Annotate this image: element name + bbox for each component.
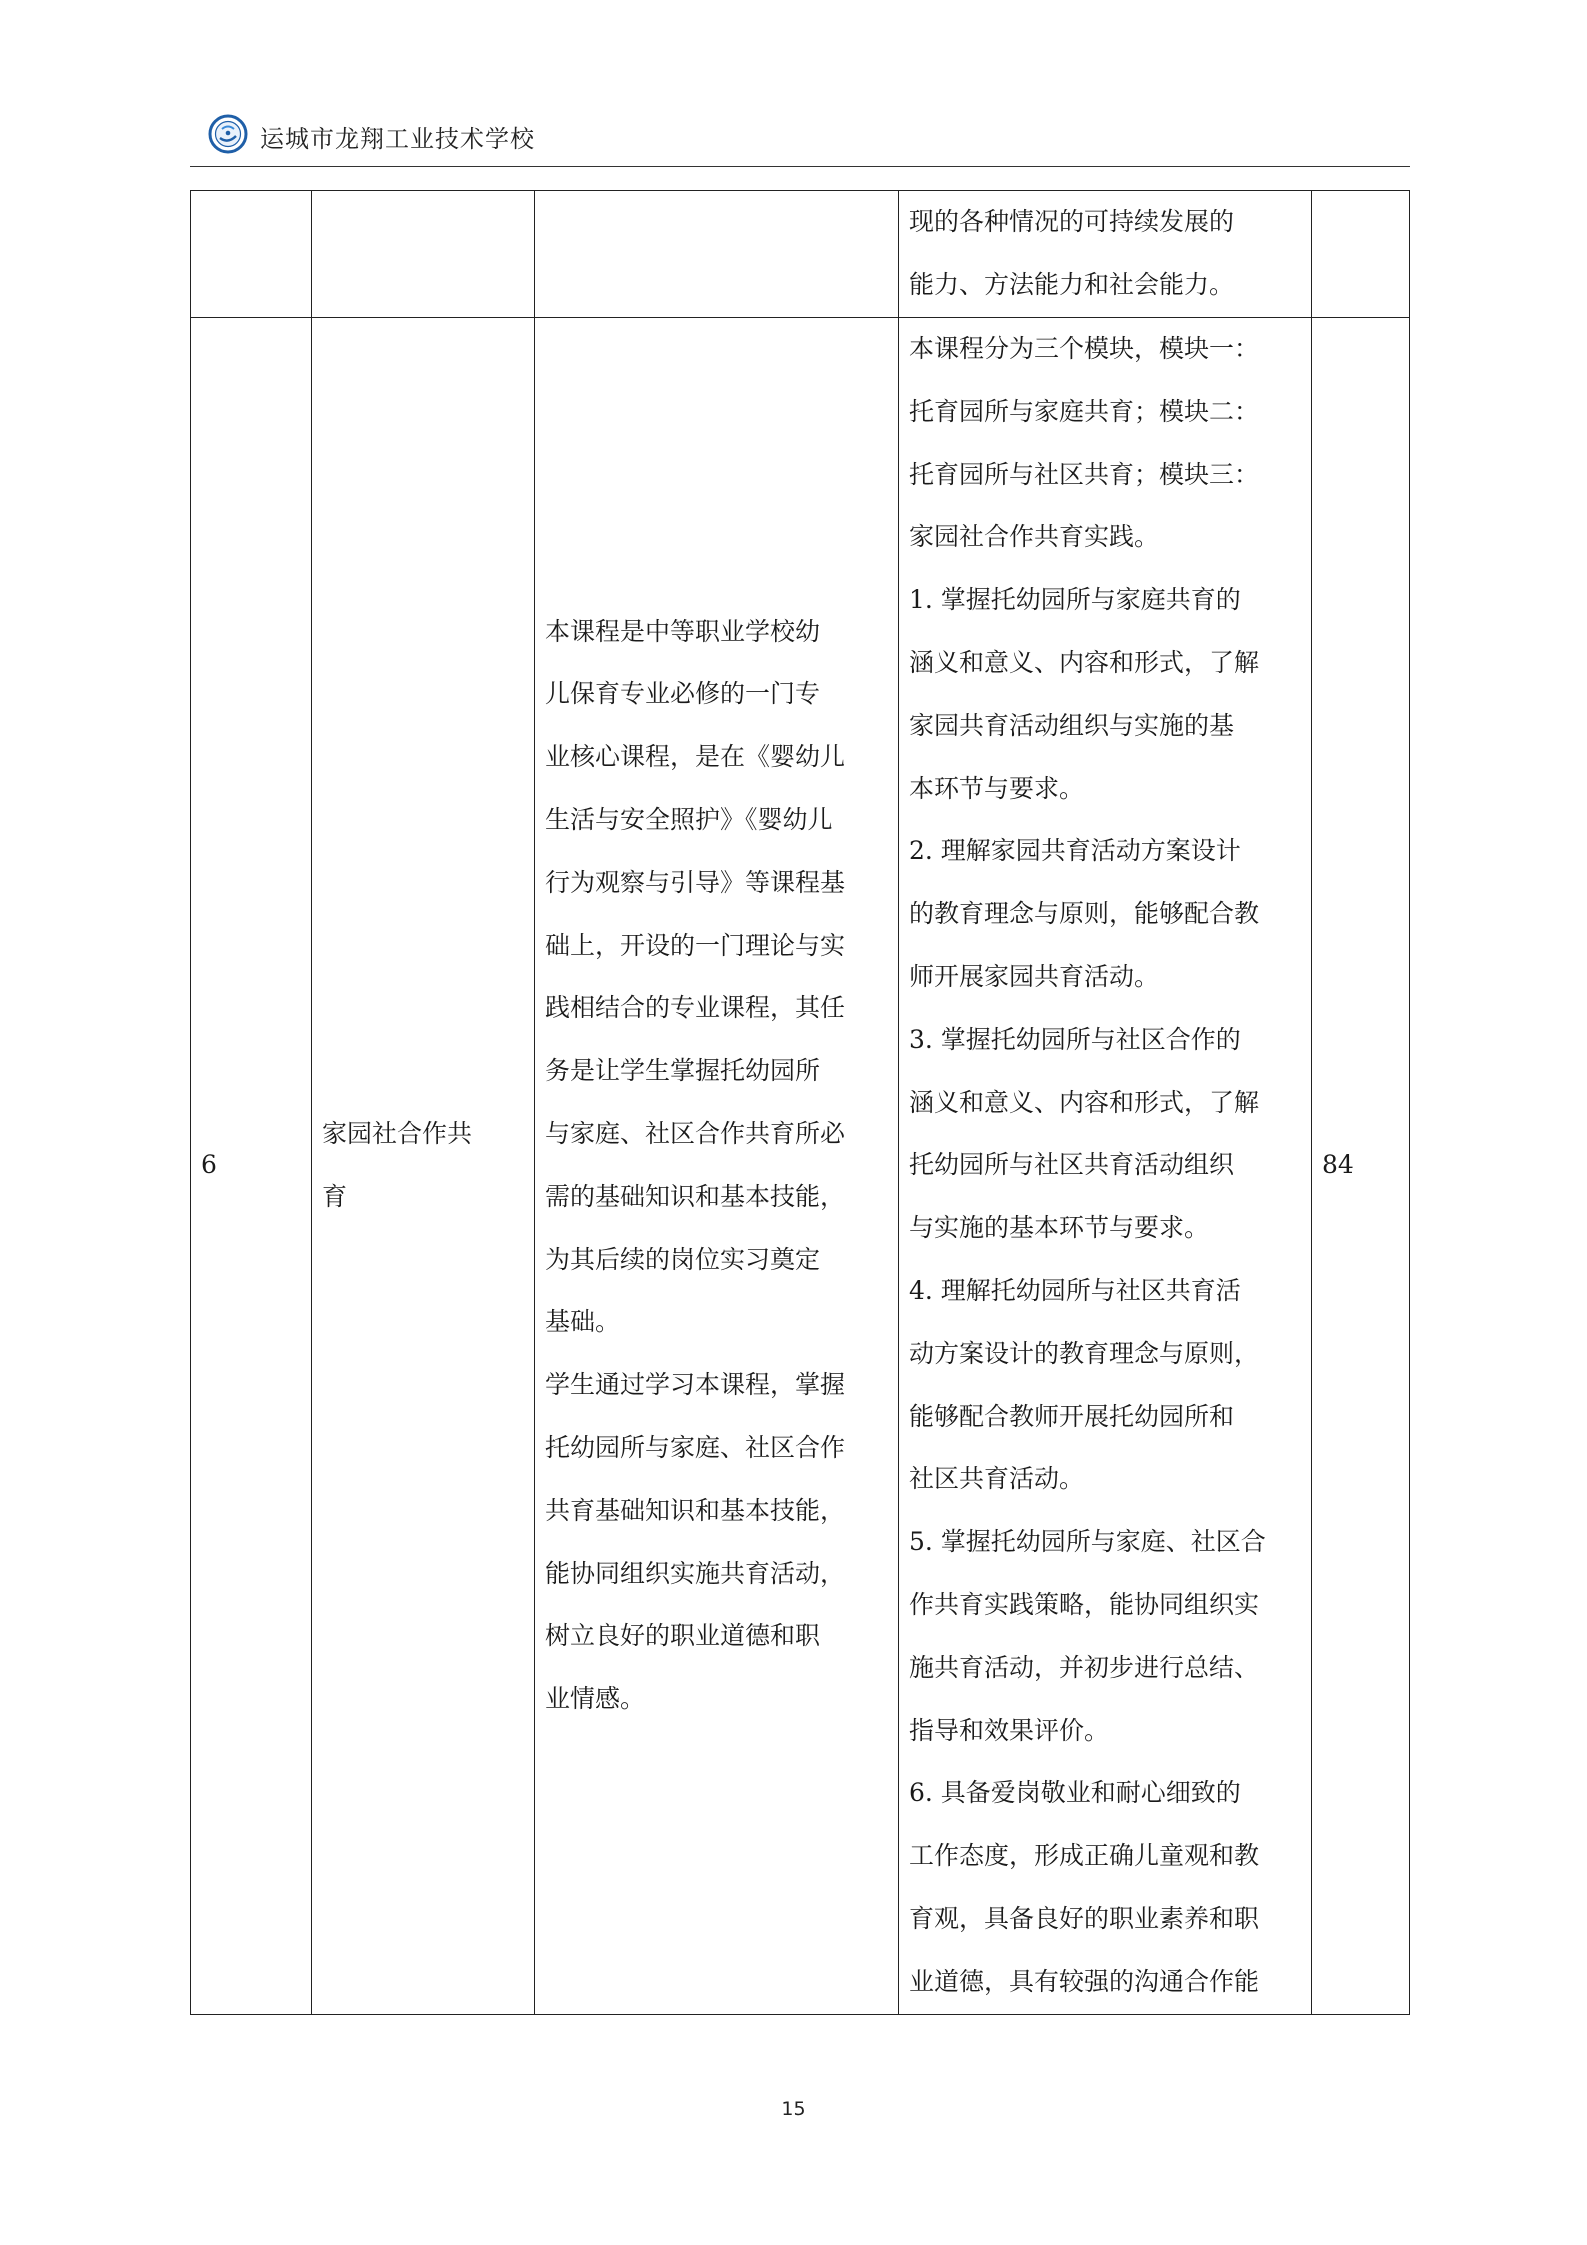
course-number-cell bbox=[191, 191, 312, 318]
table-row bbox=[191, 318, 1410, 2015]
table-row bbox=[191, 191, 1410, 318]
school-name: 运城市龙翔工业技术学校 bbox=[260, 125, 535, 153]
page-header bbox=[190, 110, 1410, 167]
page-number: 15 bbox=[781, 2098, 806, 2120]
course-objectives-cell bbox=[899, 318, 1312, 2015]
course-table bbox=[190, 190, 1410, 2015]
course-description-text: 本课程是中等职业学校幼 儿保育专业必修的一门专 业核心课程，是在《婴幼儿 生活与安全照护》《婴幼儿 行为观察与引导》等课程基 础上，开设的一门理论与实 践相结合的专业课程，其任 务是让学生掌握托幼园所 与家庭、社区合作共育所必 需的基础知识和基本技能， 为其后续的岗位实习奠定 基础。 学生通过学习本课程，掌握 托幼园所与家庭、社区合作 共育基础知识和基本技能， 能协同组织实施共育活动， 树立良好的职业道德和职 业情感。 bbox=[545, 616, 846, 1714]
course-description-cell bbox=[535, 191, 899, 318]
objectives-text: 本课程分为三个模块，模块一： 托育园所与家庭共育；模块二： 托育园所与社区共育；模块三： 家园社合作共育实践。 1. 掌握托幼园所与家庭共育的 涵义和意义、内容和形式，了解 家园共育活动组织与实施的基 本环节与要求。 2. 理解家园共育活动方案设计 的教育理念与原则，能够配合教 师开展家园共育活动。 3. 掌握托幼园所与社区合作的 涵义和意义、内容和形式，了解 托幼园所与社区共育活动组织 与实施的基本环节与要求。 4. 理解托幼园所与社区共育活 动方案设计的教育理念与原则， 能够配合教师开展托幼园所和 社区共育活动。 5. 掌握托幼园所与家庭、社区合 作共育实践策略，能协同组织实 施共育活动，并初步进行总结、 指导和效果评价。 6. 具备爱岗敬业和耐心细致的 工作态度，形成正确儿童观和教 育观，具备良好的职业素养和职 业道德，具有较强的沟通合作能 bbox=[909, 334, 1266, 1996]
objectives-text: 现的各种情况的可持续发展的 能力、方法能力和社会能力。 bbox=[909, 207, 1235, 299]
course-hours-cell bbox=[1312, 191, 1410, 318]
course-description-cell bbox=[535, 318, 899, 2015]
school-emblem-icon bbox=[208, 114, 248, 154]
course-hours-cell: 84 bbox=[1312, 318, 1410, 2015]
course-name-text: 家园社合作共 育 bbox=[322, 1118, 473, 1211]
course-name-cell bbox=[312, 191, 535, 318]
course-objectives-cell bbox=[899, 191, 1312, 318]
course-number-cell: 6 bbox=[191, 318, 312, 2015]
course-name-cell bbox=[312, 318, 535, 2015]
